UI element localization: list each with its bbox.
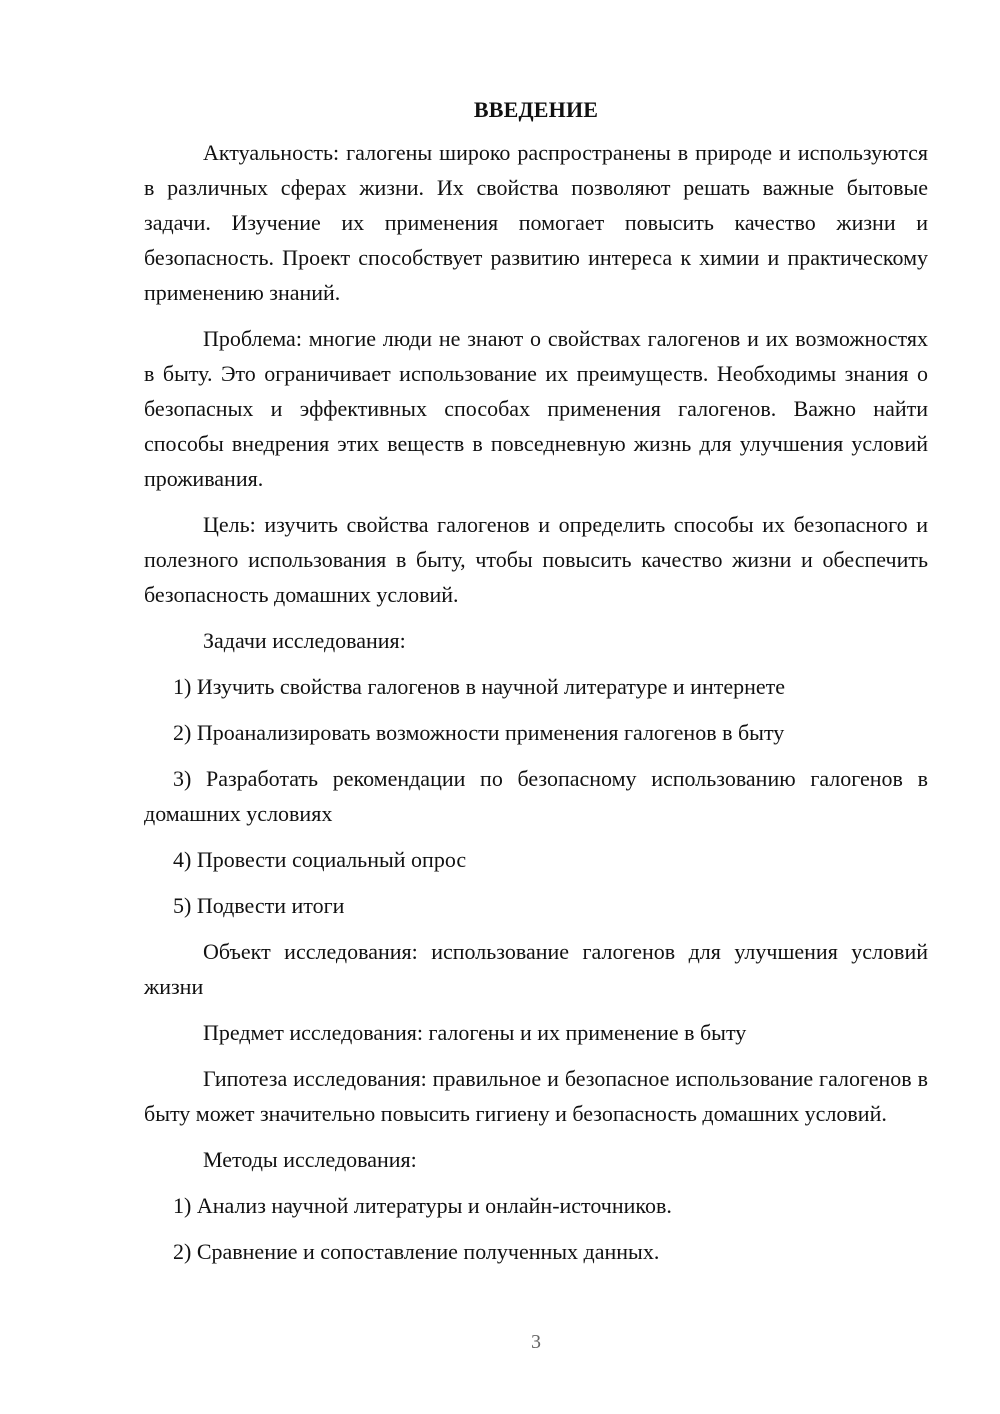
paragraph-subject: Предмет исследования: галогены и их применение в быту (203, 1020, 747, 1045)
page-number: 3 (531, 1331, 541, 1353)
document-body (144, 96, 928, 1280)
task-item-3: 3) Разработать рекомендации по безопасному использованию галогенов в домашних условиях (144, 766, 928, 826)
paragraph-relevance: Актуальность: галогены широко распространены в природе и используются в различных сферах жизни. Их свойства позволяют решать важные бытовые задачи. Изучение их применения помогает повысить качество жизни и безопасность. Проект способствует развитию интереса к химии и практическому применению знаний. (144, 140, 928, 305)
methods-heading: Методы исследования: (203, 1147, 417, 1172)
method-item-2: 2) Сравнение и сопоставление полученных данных. (173, 1239, 660, 1264)
paragraph-object: Объект исследования: использование галогенов для улучшения условий жизни (144, 939, 928, 999)
task-item-1: 1) Изучить свойства галогенов в научной литературе и интернете (173, 674, 786, 699)
tasks-heading: Задачи исследования: (203, 628, 406, 653)
paragraph-goal: Цель: изучить свойства галогенов и определить способы их безопасного и полезного использования в быту, чтобы повысить качество жизни и обеспечить безопасность домашних условий. (144, 512, 928, 607)
paragraph-problem: Проблема: многие люди не знают о свойствах галогенов и их возможностях в быту. Это ограничивает использование их преимуществ. Необходимы знания о безопасных и эффективных способах применения галогенов. Важно найти способы внедрения этих веществ в повседневную жизнь для улучшения условий проживания. (144, 326, 928, 491)
paragraph-hypothesis: Гипотеза исследования: правильное и безопасное использование галогенов в быту может значительно повысить гигиену и безопасность домашних условий. (144, 1066, 928, 1126)
page-title: ВВЕДЕНИЕ (473, 97, 599, 122)
method-item-1: 1) Анализ научной литературы и онлайн-источников. (173, 1193, 672, 1218)
task-item-5: 5) Подвести итоги (173, 893, 345, 918)
task-item-4: 4) Провести социальный опрос (173, 847, 467, 872)
task-item-2: 2) Проанализировать возможности применения галогенов в быту (173, 720, 785, 745)
